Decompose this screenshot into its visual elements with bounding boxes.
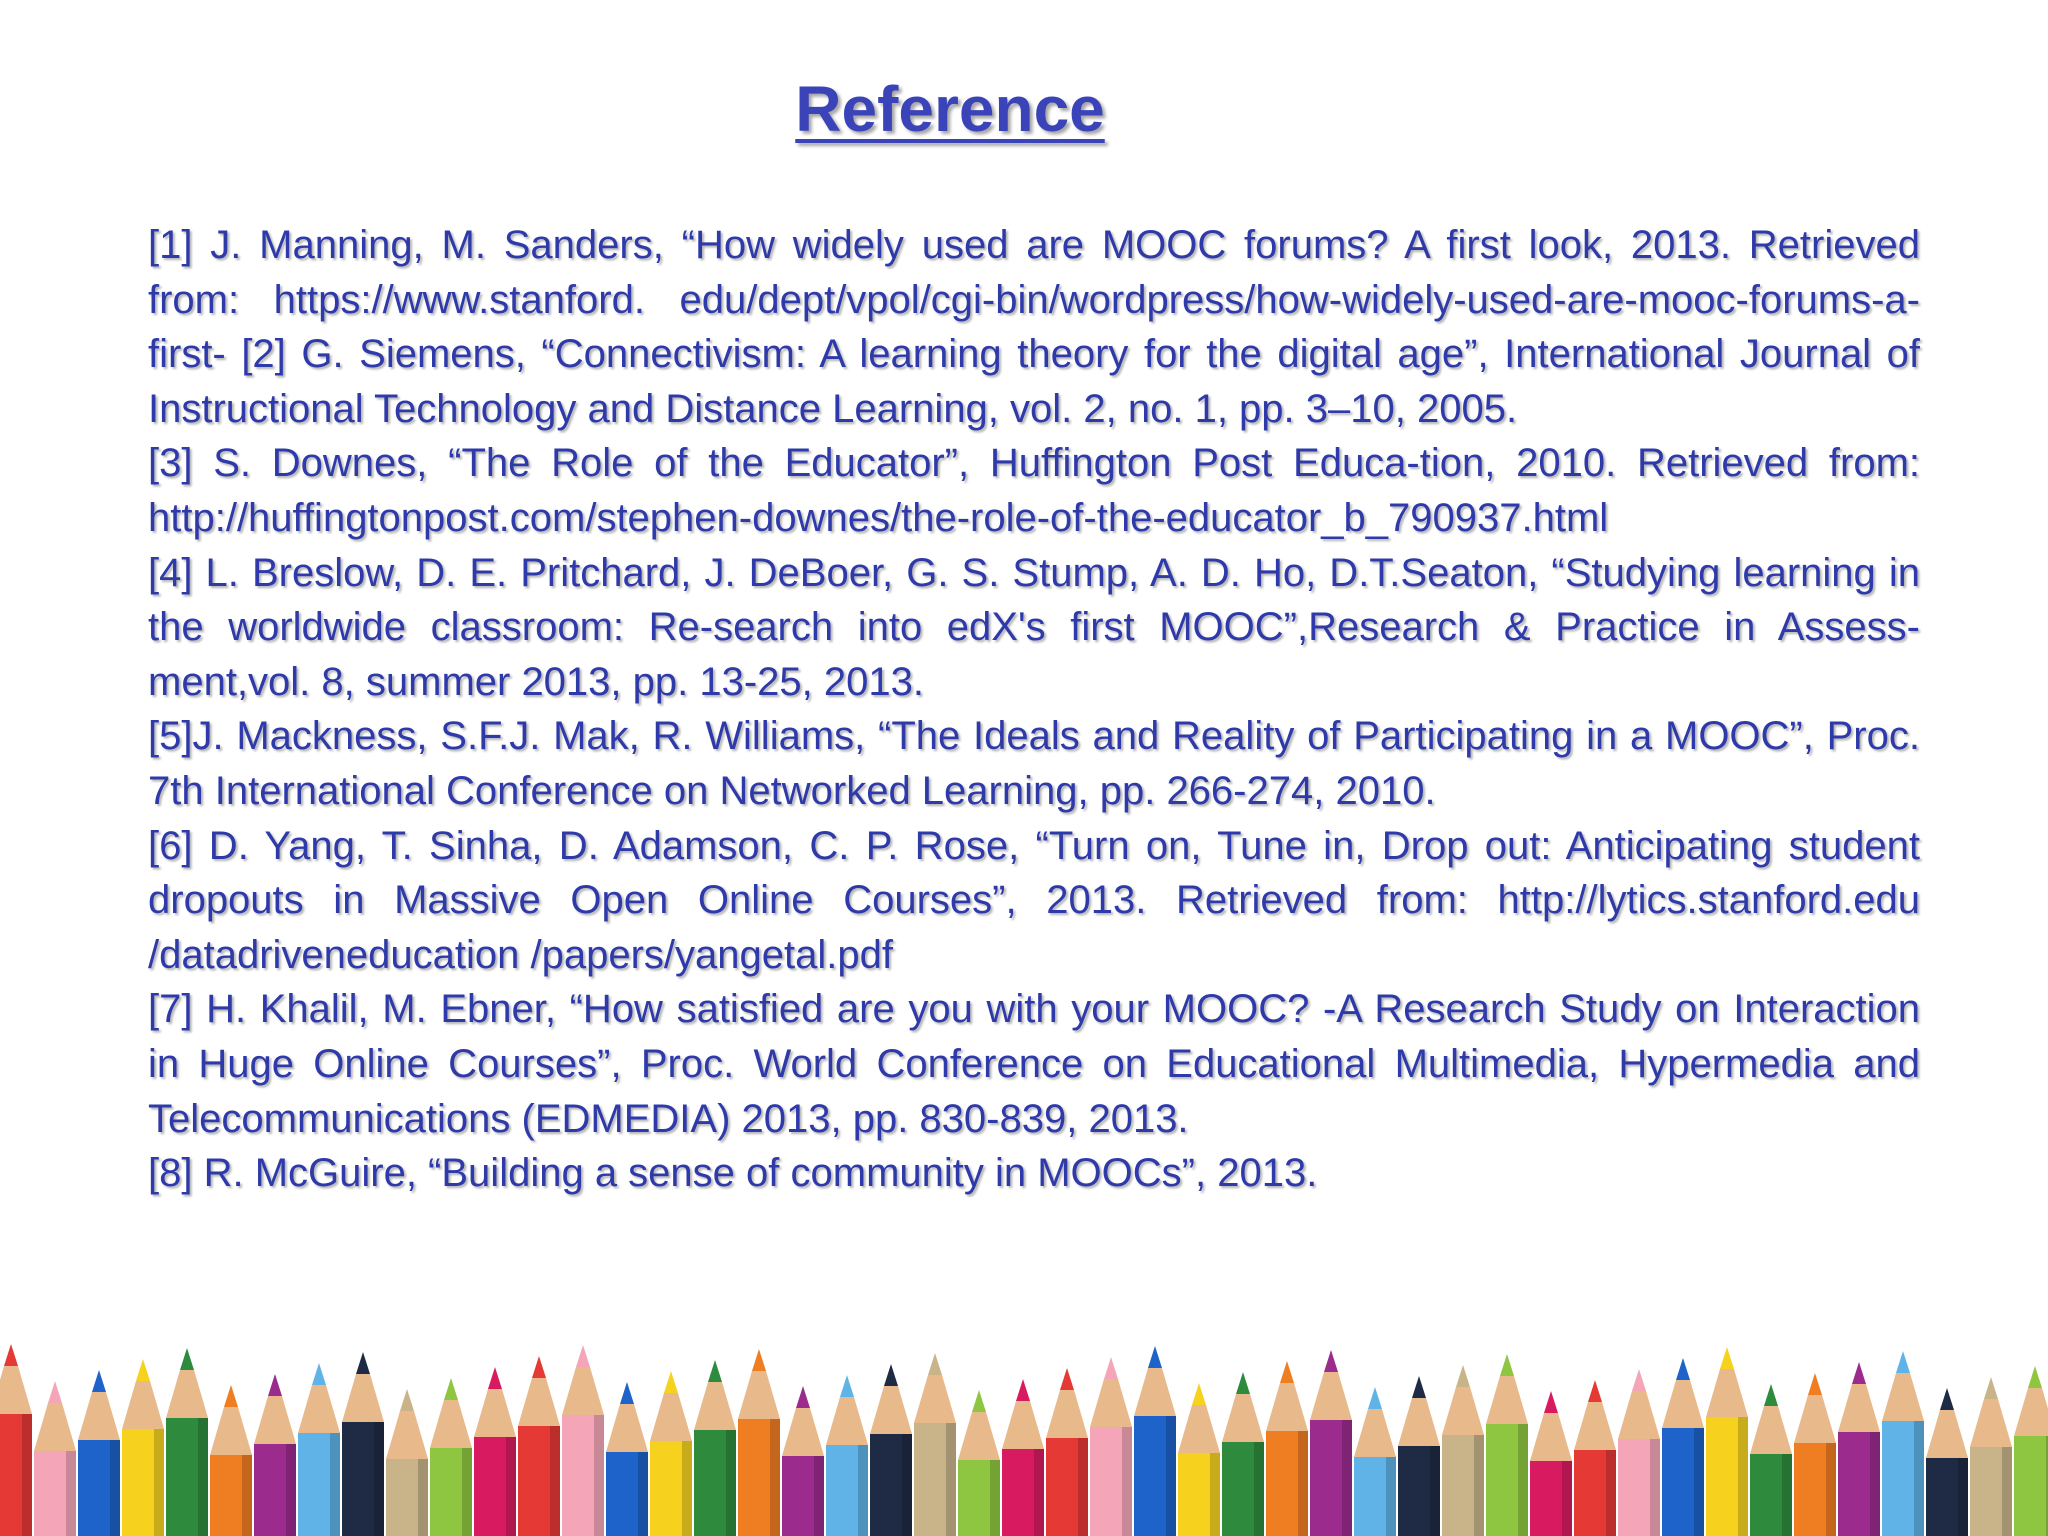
pencil-shade <box>1386 1457 1396 1536</box>
pencil-wood <box>0 1366 32 1414</box>
pencil-tip <box>1104 1357 1118 1379</box>
pencil-tip <box>1764 1384 1778 1406</box>
pencil-shade <box>550 1426 560 1536</box>
pencil-wood <box>1442 1387 1484 1435</box>
pencil-tip <box>972 1390 986 1412</box>
pencil-tip <box>1896 1351 1910 1373</box>
pencil-shade <box>726 1430 736 1536</box>
pencil-wood <box>782 1408 824 1456</box>
pencil-wood <box>958 1412 1000 1460</box>
pencil-shade <box>330 1433 340 1536</box>
pencil-shade <box>1474 1435 1484 1536</box>
pencil-wood <box>606 1404 648 1452</box>
pencil-tip <box>1632 1369 1646 1391</box>
reference-item-4: [4] L. Breslow, D. E. Pritchard, J. DeBoer, G. S. Stump, A. D. Ho, D.T.Seaton, “Studying learning in the worldwide classroom: Re-search into edX's first MOOC”,Research & Practice in Assess-ment,vol. 8, summer 2013, pp. 13-25, 2013. <box>148 550 1920 704</box>
pencil-tip <box>4 1344 18 1366</box>
pencil-shade <box>374 1422 384 1536</box>
pencil-shade <box>286 1444 296 1536</box>
pencil-wood <box>1970 1399 2012 1447</box>
pencil-wood <box>1222 1394 1264 1442</box>
pencil-wood <box>1926 1410 1968 1458</box>
pencil-wood <box>1750 1406 1792 1454</box>
pencil-tip <box>180 1348 194 1370</box>
colored-pencils-border <box>0 1326 2048 1536</box>
pencil-tip <box>1192 1383 1206 1405</box>
pencil-shade <box>110 1440 120 1536</box>
pencil-wood <box>870 1386 912 1434</box>
pencil-shade <box>506 1437 516 1536</box>
pencil-shade <box>1518 1424 1528 1536</box>
reference-item-1-2: [1] J. Manning, M. Sanders, “How widely used are MOOC forums? A first look, 2013. Retrieved from: https://www.stanford. edu/dept/vpol/cgi-bin/wordpress/how-widely-used-are-mooc-forums-a-first- [2] G. Siemens, “Connectivism: A learning theory for the digital age”, International Journal of Instructional Technology and Distance Learning, vol. 2, no. 1, pp. 3–10, 2005. <box>148 223 1920 431</box>
pencil-wood <box>738 1371 780 1419</box>
pencil-tip <box>136 1359 150 1381</box>
pencil-tip <box>444 1378 458 1400</box>
pencil-tip <box>1280 1361 1294 1383</box>
pencil-tip <box>1368 1387 1382 1409</box>
pencil-body <box>2014 1436 2048 1536</box>
pencil-shade <box>1210 1453 1220 1536</box>
pencil-tip <box>2028 1366 2042 1388</box>
pencil-shade <box>242 1455 252 1536</box>
pencil-shade <box>1694 1428 1704 1536</box>
pencil-tip <box>1148 1346 1162 1368</box>
pencil-tip <box>1544 1391 1558 1413</box>
pencil-shade <box>66 1451 76 1536</box>
pencil-wood <box>1882 1373 1924 1421</box>
pencil-shade <box>1254 1442 1264 1536</box>
pencil-wood <box>166 1370 208 1418</box>
reference-item-5: [5]J. Mackness, S.F.J. Mak, R. Williams, “The Ideals and Reality of Participating in a MOOC”, Proc. 7th International Conference on Networked Learning, pp. 266-274, 2010. <box>148 714 1920 813</box>
pencil-shade <box>22 1414 32 1536</box>
pencil-wood <box>78 1392 120 1440</box>
pencil-wood <box>1046 1390 1088 1438</box>
pencil-wood <box>2014 1388 2048 1436</box>
pencil-tip <box>312 1363 326 1385</box>
pencil-shade <box>418 1459 428 1536</box>
pencil-shade <box>1122 1427 1132 1536</box>
pencil-wood <box>34 1403 76 1451</box>
pencil-shade <box>1166 1416 1176 1536</box>
pencil-tip <box>576 1345 590 1367</box>
pencil-tip <box>400 1389 414 1411</box>
pencil-shade <box>1782 1454 1792 1536</box>
pencil-wood <box>826 1397 868 1445</box>
pencil-tip <box>268 1374 282 1396</box>
pencil-wood <box>1090 1379 1132 1427</box>
pencil-tip <box>1016 1379 1030 1401</box>
pencil-wood <box>1486 1376 1528 1424</box>
pencil-tip <box>1456 1365 1470 1387</box>
pencil-shade <box>946 1423 956 1536</box>
pencil-wood <box>210 1407 252 1455</box>
pencil-shade <box>2002 1447 2012 1536</box>
pencil-shade <box>638 1452 648 1536</box>
pencil-wood <box>298 1385 340 1433</box>
pencil-tip <box>1412 1376 1426 1398</box>
pencil-wood <box>694 1382 736 1430</box>
pencil-shade <box>1738 1417 1748 1536</box>
pencil-shade <box>1914 1421 1924 1536</box>
pencil-tip <box>1984 1377 1998 1399</box>
pencil-shade <box>1562 1461 1572 1536</box>
pencil-tip <box>48 1381 62 1403</box>
pencil-tip <box>488 1367 502 1389</box>
pencil-wood <box>650 1393 692 1441</box>
pencil-wood <box>1618 1391 1660 1439</box>
pencil-wood <box>1002 1401 1044 1449</box>
pencil-shade <box>1078 1438 1088 1536</box>
pencil-shade <box>682 1441 692 1536</box>
pencil-tip <box>92 1370 106 1392</box>
pencil-tip <box>1676 1358 1690 1380</box>
pencil-tip <box>224 1385 238 1407</box>
pencil-tip <box>1236 1372 1250 1394</box>
pencil-wood <box>1662 1380 1704 1428</box>
pencil-wood <box>518 1378 560 1426</box>
pencil-shade <box>858 1445 868 1536</box>
pencil-wood <box>1354 1409 1396 1457</box>
pencil-shade <box>814 1456 824 1536</box>
reference-list <box>148 218 1920 1201</box>
pencil-wood <box>562 1367 604 1415</box>
pencil-tip <box>1720 1347 1734 1369</box>
pencil-tip <box>840 1375 854 1397</box>
pencil-wood <box>342 1374 384 1422</box>
pencil-tip <box>1060 1368 1074 1390</box>
pencil-shade <box>770 1419 780 1536</box>
pencil-shade <box>1826 1443 1836 1536</box>
pencil-wood <box>430 1400 472 1448</box>
pencil-tip <box>1940 1388 1954 1410</box>
reference-item-3: [3] S. Downes, “The Role of the Educator”, Huffington Post Educa-tion, 2010. Retrieved from: http://huffingtonpost.com/stephen-downes/the-role-of-the-educator_b_790937.html <box>148 441 1920 540</box>
pencil-tip <box>664 1371 678 1393</box>
pencil-shade <box>1606 1450 1616 1536</box>
pencil-tip <box>1324 1350 1338 1372</box>
pencil-tip <box>1852 1362 1866 1384</box>
pencil-tip <box>532 1356 546 1378</box>
pencil-shade <box>154 1429 164 1536</box>
pencil-shade <box>198 1418 208 1536</box>
pencil-tip <box>708 1360 722 1382</box>
pencil-wood <box>122 1381 164 1429</box>
pencil-shade <box>902 1434 912 1536</box>
pencil-wood <box>1266 1383 1308 1431</box>
pencil-wood <box>1134 1368 1176 1416</box>
pencil-shade <box>1034 1449 1044 1536</box>
pencil-wood <box>474 1389 516 1437</box>
reference-item-8: [8] R. McGuire, “Building a sense of community in MOOCs”, 2013. <box>148 1151 1318 1196</box>
pencil-wood <box>1706 1369 1748 1417</box>
pencil-tip <box>796 1386 810 1408</box>
pencil-tip <box>1588 1380 1602 1402</box>
pencil-tip <box>1500 1354 1514 1376</box>
pencil-wood <box>386 1411 428 1459</box>
pencil-shade <box>990 1460 1000 1536</box>
pencil-shade <box>1342 1420 1352 1536</box>
pencil-shade <box>594 1415 604 1536</box>
pencil-wood <box>1530 1413 1572 1461</box>
pencil-shade <box>462 1448 472 1536</box>
pencil-shade <box>1870 1432 1880 1536</box>
pencil-wood <box>914 1375 956 1423</box>
pencil-wood <box>1398 1398 1440 1446</box>
pencil-shade <box>1430 1446 1440 1536</box>
pencil-tip <box>928 1353 942 1375</box>
pencil-tip <box>884 1364 898 1386</box>
pencil-wood <box>1178 1405 1220 1453</box>
reference-item-6: [6] D. Yang, T. Sinha, D. Adamson, C. P. Rose, “Turn on, Tune in, Drop out: Anticipating student dropouts in Massive Open Online Courses”, 2013. Retrieved from: http://lytics.stanford.edu /datadriveneducation /papers/yangetal.pdf <box>148 823 1920 977</box>
pencil-shade <box>1958 1458 1968 1536</box>
pencil-shade <box>1298 1431 1308 1536</box>
reference-item-7: [7] H. Khalil, M. Ebner, “How satisfied are you with your MOOC? -A Research Study on Interaction in Huge Online Courses”, Proc. World Conference on Educational Multimedia, Hypermedia and Telecommunications (EDMEDIA) 2013, pp. 830-839, 2013. <box>148 987 1920 1141</box>
pencil-tip <box>1808 1373 1822 1395</box>
pencil-wood <box>1310 1372 1352 1420</box>
pencil-wood <box>1838 1384 1880 1432</box>
pencil-wood <box>1574 1402 1616 1450</box>
slide-title: Reference <box>795 73 1105 145</box>
pencil-tip <box>752 1349 766 1371</box>
pencil-wood <box>254 1396 296 1444</box>
pencil-shade <box>1650 1439 1660 1536</box>
pencil-wood <box>1794 1395 1836 1443</box>
pencil-tip <box>356 1352 370 1374</box>
pencil-tip <box>620 1382 634 1404</box>
